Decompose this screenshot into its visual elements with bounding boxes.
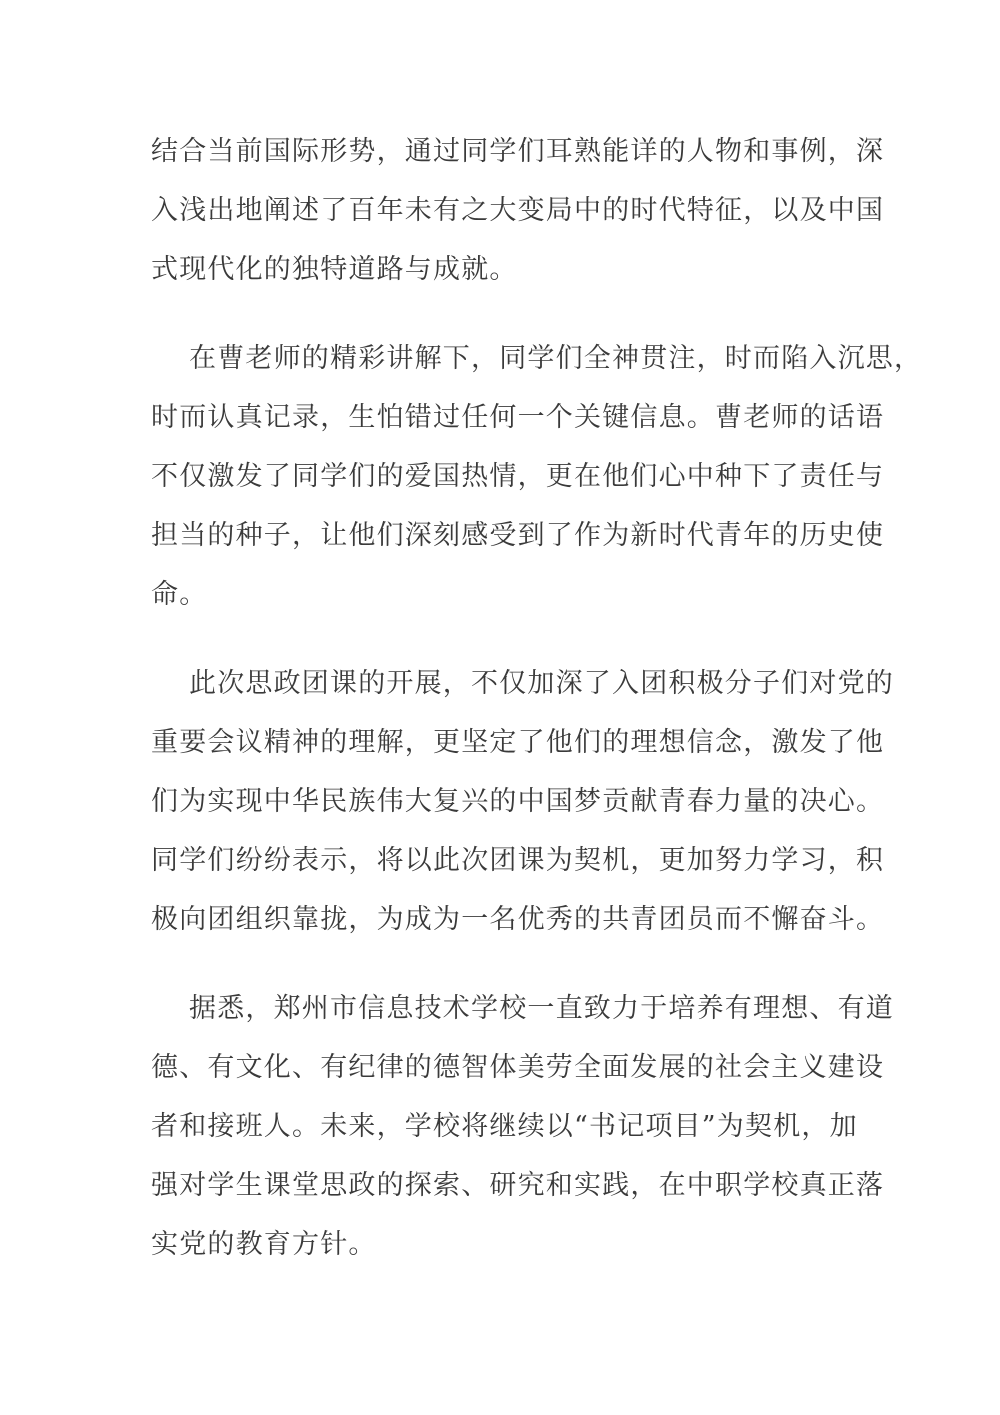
paragraph-4 — [151, 979, 894, 1274]
text-line: 同学们纷纷表示，将以此次团课为契机，更加努力学习，积 — [151, 845, 885, 876]
text-line: 据悉，郑州市信息技术学校一直致力于培养有理想、有道 — [189, 993, 894, 1024]
text-line: 德、有文化、有纪律的德智体美劳全面发展的社会主义建设 — [151, 1052, 885, 1083]
paragraph-1 — [151, 122, 885, 299]
text-line: 时而认真记录，生怕错过任何一个关键信息。曹老师的话语 — [151, 402, 885, 433]
text-line: 在曹老师的精彩讲解下，同学们全神贯注，时而陷入沉思， — [189, 343, 923, 374]
text-line: 实党的教育方针。 — [151, 1229, 377, 1260]
text-line: 担当的种子，让他们深刻感受到了作为新时代青年的历史使 — [151, 520, 885, 551]
text-line: 者和接班人。未来，学校将继续以“书记项目”为契机，加 — [151, 1111, 858, 1142]
text-line: 此次思政团课的开展，不仅加深了入团积极分子们对党的 — [189, 668, 894, 699]
text-line: 不仅激发了同学们的爱国热情，更在他们心中种下了责任与 — [151, 461, 885, 492]
paragraph-3 — [151, 654, 894, 949]
paragraph-2 — [151, 329, 923, 624]
text-line: 式现代化的独特道路与成就。 — [151, 254, 518, 285]
text-line: 们为实现中华民族伟大复兴的中国梦贡献青春力量的决心。 — [151, 786, 885, 817]
text-line: 强对学生课堂思政的探索、研究和实践，在中职学校真正落 — [151, 1170, 885, 1201]
text-line: 入浅出地阐述了百年未有之大变局中的时代特征，以及中国 — [151, 195, 885, 226]
text-line: 极向团组织靠拢，为成为一名优秀的共青团员而不懈奋斗。 — [151, 904, 885, 935]
text-line: 命。 — [151, 579, 208, 610]
article-body — [151, 122, 923, 1304]
text-line: 结合当前国际形势，通过同学们耳熟能详的人物和事例，深 — [151, 136, 885, 167]
text-line: 重要会议精神的理解，更坚定了他们的理想信念，激发了他 — [151, 727, 885, 758]
